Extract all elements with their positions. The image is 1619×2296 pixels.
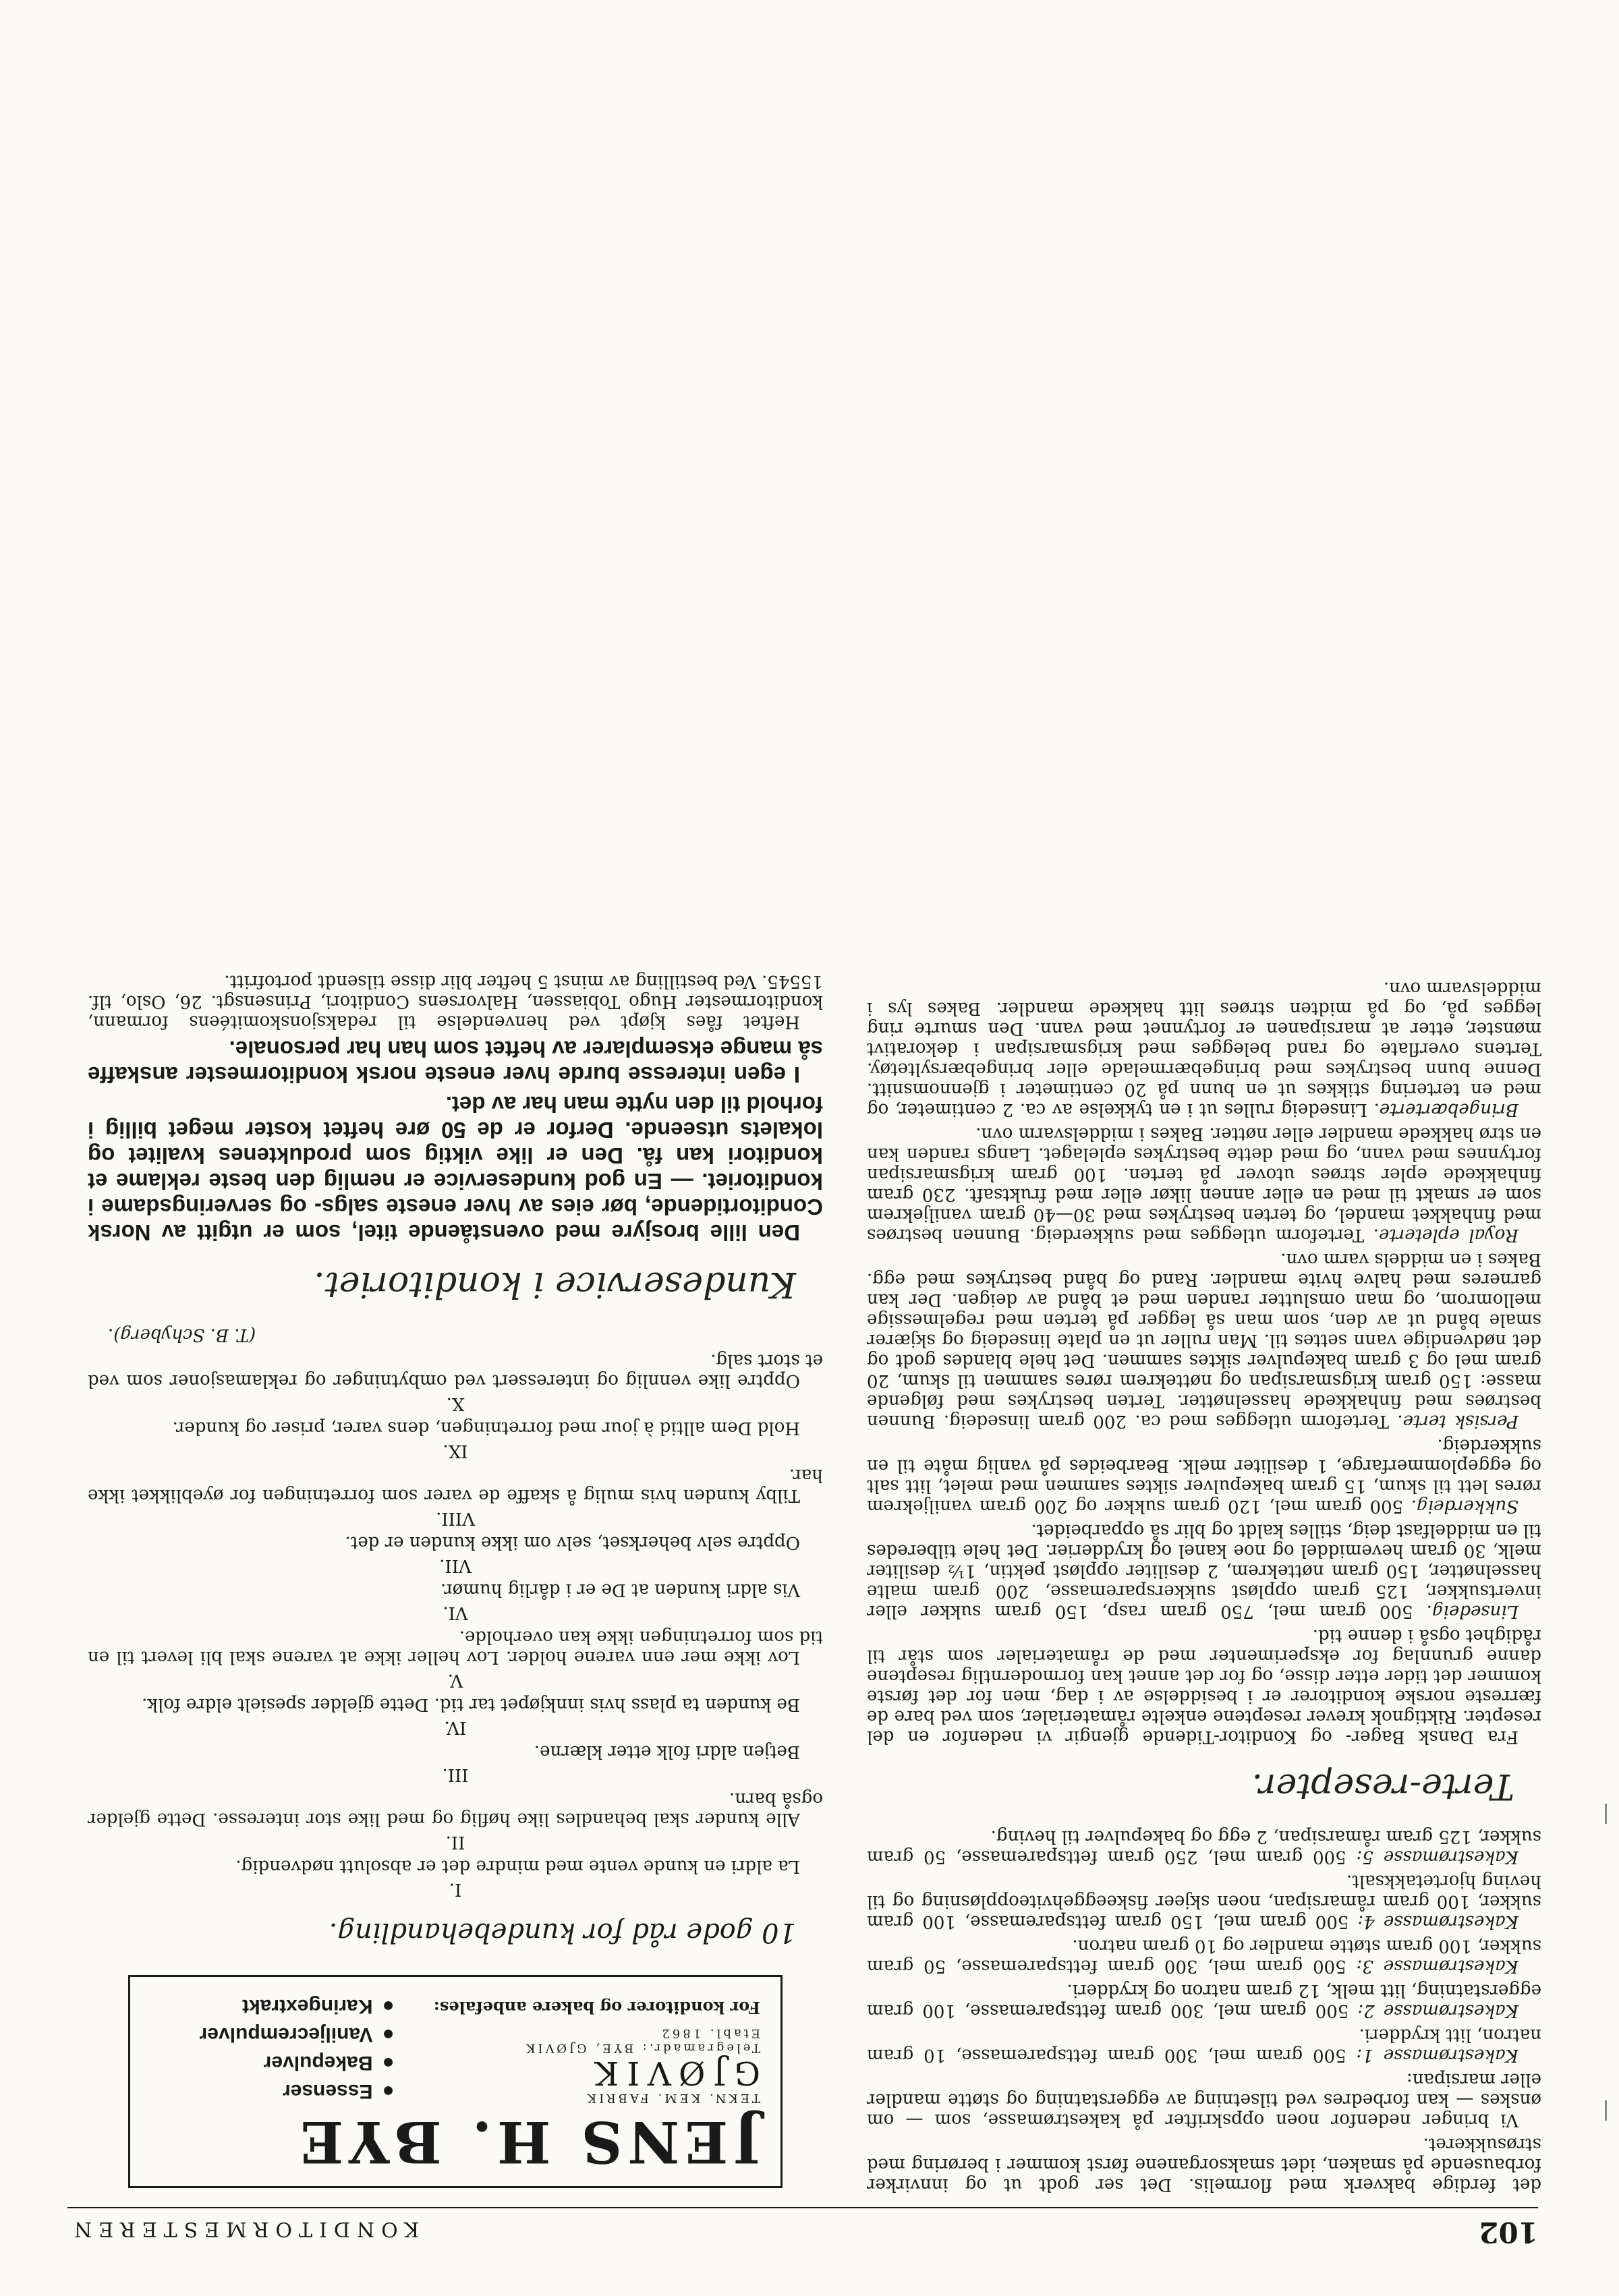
author-signature: (T. B. Schyberg). [108, 1325, 256, 1345]
rule-text: La aldri en kunde vente med mindre det er absolutt nødvendig. [235, 1856, 800, 1876]
recipe-text: 500 gram mel, 250 gram fettsparemasse, 50 gram sukker, 125 gram råmarsipan, 2 egg og bakepulver til heving. [866, 1827, 1541, 1867]
rule-text: Betjen aldri folk etter klærne. [534, 1742, 800, 1762]
recipe-name: Linsedeig. [1426, 1601, 1518, 1621]
rule-number: VI. [443, 1603, 468, 1623]
terte-intro: Fra Dansk Bager- og Konditor-Tidende gjengir vi nedenfor en del resepter. Riktignok krever reseptene enkelte råmaterialer, som ved bare de færreste norske konditorer er i besiddelse av i dag, men for det første kommer det tider etter disse, og for det annet kan formoderntlig reseptene danne grunnlag for eksperimenter med de råmaterialer som står til rådighet også i denne tid. [867, 1626, 1541, 1747]
recipe-text: Terteform utlegges med sukkerdeig. Bunnen bestrøes med finhakket mandel, og terten bestrykes med 30—40 gram vaniljekrem som er smakt til med en eller annen likør eller med fruktsaft. 230 gram finhakkede epler strøes utover på terten. 100 gram krigsmarsipan fortynnes med vann, og med dette bestrykes eplelaget. Langs randen kan en strø hakkede mandler eller nøtter. Bakes i middelsvarm ovn. [867, 1124, 1541, 1245]
intro-paragraph: Vi bringer nedenfor noen oppskrifter på kakestrømasse, som — om ønskes — kan forbedres ved tilsetning av eggerstatning og støtte mandler eller marsipan: [867, 2069, 1541, 2130]
ad-product-label: Essenser [283, 2080, 373, 2102]
recipe-paragraph [867, 1980, 1541, 2021]
recipe-name: Bringebærterte. [1373, 1099, 1518, 1120]
page-number: 102 [1479, 2216, 1538, 2249]
recipe-name: Persisk terte. [1397, 1411, 1518, 1431]
recipe-paragraph [867, 1827, 1541, 1867]
advertisement-box [128, 1975, 783, 2188]
recipe-text: 500 gram mel, 150 gram fettsparemasse, 100 gram sukker, 100 gram råmarsipan, noen skjeer fiskeeggehviteoppløsning og til heving hjortetakksalt. [867, 1871, 1541, 1932]
ad-for-heading: For konditorer og bakere anbefales: [433, 1998, 760, 2017]
bullet-icon: ● [382, 1995, 395, 2017]
recipe-name: Sukkerdeig. [1411, 1496, 1518, 1516]
recipe-text: Linsedeig rulles ut i en tykkelse av ca. 2 centimeter, og med en tertering stikkes ut en bunn på 20 centimeter i gjennomsnitt. Denne bunn bestrykes med bringebærmelade eller bringebærsyltetøy. Tertens overflate og rand belegges med krigsmarsipan i dekorativt mønster, etter at marsipanen er fortynnet med vann. Den smurte ring legges på, og på midten strøes litt hakkede mandler. Bakes lys i middelsvarm ovn. [867, 978, 1541, 1120]
rule-number: III. [442, 1764, 469, 1785]
rule-number: IX. [443, 1441, 468, 1461]
rule-text: Lov ikke mer enn varene holder. Lov heller ikke at varene skal bli levert til en tid som forretningen ikke kan overholde. [88, 1627, 823, 1667]
ad-product-item [150, 1992, 395, 2020]
ad-product-item [150, 2048, 395, 2077]
ad-product-label: Karingextrakt [242, 1995, 373, 2017]
service-heading: Kundeservice i konditoriet. [314, 1264, 796, 1304]
recipe-name: Kakestrømasse 3: [1356, 1956, 1518, 1976]
rule-text: Opptre like vennlig og interessert ved ombytninger og reklamasjoner som ved et stort salg. [88, 1350, 823, 1391]
rule-text: Vis aldri kunden at De er i dårlig humør. [440, 1580, 800, 1600]
ad-product-item [150, 2020, 395, 2048]
scan-mark [1605, 2100, 1607, 2121]
bullet-icon: ● [382, 2024, 395, 2046]
rule-number: I. [449, 1879, 462, 1899]
terte-recipe [867, 1249, 1541, 1431]
recipe-name: Royal epleterte. [1373, 1225, 1518, 1245]
rule-number: V. [447, 1670, 463, 1690]
scan-mark [1605, 1804, 1607, 1824]
bold-paragraph: I egen interesse burde hver eneste norsk konditormester anskaffe så mange eksemplarer av heftet som han har personale. [88, 1037, 823, 1087]
ad-product-list [150, 1992, 395, 2105]
recipe-paragraph [867, 2025, 1541, 2065]
terte-recipe [867, 1520, 1541, 1621]
recipe-text: 500 gram mel, 300 gram fettsparemasse, 50 gram sukker, 100 gram støtte mandler og 10 gram natron. [866, 1936, 1541, 1976]
rule-number: IV. [444, 1717, 467, 1738]
bullet-icon: ● [382, 2052, 395, 2074]
intro-paragraph: det ferdige bakverk med flormelis. Det ser godt ut og innvirker forbausende på smaken, idet smaksorganene først kommer i berøring med strøsukkeret. [867, 2134, 1541, 2195]
ad-body [150, 1992, 760, 2105]
ad-established: Etabl. 1862 [659, 2026, 760, 2040]
running-title: KONDITORMESTEREN [67, 2217, 420, 2241]
rule-text: Tilby kunden hvis mulig å skaffe de varer som forretningen for øyeblikket ikke har. [88, 1465, 823, 1505]
ad-city: GJØVIK [586, 2054, 760, 2092]
rule-number: X. [446, 1394, 465, 1414]
recipe-name: Kakestrømasse 1: [1356, 2045, 1518, 2065]
ad-left [407, 1992, 760, 2105]
right-column [88, 967, 823, 2195]
recipe-text: Terteform utlegges med ca. 200 gram linsedeig. Bunnen bestrøes med finhakkede hasselnøtter. Terten bestrykes med følgende masse: 150 gram krigsmarsipan og nøttekrem røres sammen til skum, 20 gram mel og 3 gram bakepulver siktes sammen. Det hele blandes godt og det nødvendige vann settes til. Man ruller ut en plate linsedeig og skjærer smale bånd ut av den, som man så legger på terten med regelmessige mellomrom, og man omslutter randen med et bånd av deigen. Der kan garneres med halve hvite mandler. Rand og bånd bestrykes med egg. Bakes i en middels varm ovn. [867, 1249, 1541, 1431]
rules-heading: 10 gode råd for kundebehandling. [329, 1917, 796, 1948]
rule-number: VII. [439, 1555, 472, 1576]
closing-paragraph: Heftet fåes kjøpt ved henvendelse til redaksjonskomitéens formann, konditormester Hugo Tobiassen, Halvorsens Conditori, Prinsensgt. 26, Oslo, tlf. 15545. Ved bestilling av minst 5 hefter blir disse tilsendt portofritt. [88, 971, 823, 1032]
ad-company-name: JENS H. BYE [295, 2108, 760, 2175]
rule-text: Alle kunder skal behandles like høflig og med like stor interesse. Dette gjelder også barn. [88, 1789, 823, 1829]
rule-text: Be kunden ta plass hvis innkjøpet tar tid. Dette gjelder spesielt eldre folk. [141, 1694, 800, 1715]
recipe-text: 500 gram mel, 120 gram sukker og 200 gram vaniljekrem røres lett til skum, 15 gram bakepulver siktes sammen med melet, litt salt og eggeplommerfarge, 1 desiliter melk. Bearbeides på vanlig måte til en sukkerdeig. [866, 1435, 1541, 1516]
ad-telegram: Telegramadr.: BYE, GJØVIK [523, 2041, 760, 2055]
recipe-paragraph [867, 1936, 1541, 1976]
rule-text: Opptre selv beherkset, selv om ikke kunden er det. [345, 1532, 800, 1553]
left-column [867, 974, 1541, 2195]
ad-product-label: Vaniljecrempulver [199, 2024, 373, 2046]
ad-product-label: Bakepulver [263, 2052, 373, 2074]
bullet-icon: ● [382, 2080, 395, 2102]
rule-number: VIII. [436, 1508, 475, 1528]
recipe-name: Kakestrømasse 4: [1357, 1912, 1518, 1932]
bold-paragraph: Den lille brosjyre med ovenstående titel, som er utgitt av Norsk Conditortidende, bør eies av hver eneste salgs- og serveringsdame i konditoriet. — En god kundeservice er nemlig den beste reklame et konditori kan få. Den er like viktig som produktenes kvalitet og lokalets utseende. Derfor er de 50 øre heftet koster meget billig i forhold til den nytte man har av det. [88, 1092, 823, 1245]
recipe-paragraph [867, 1871, 1541, 1932]
terte-heading: Terte-resepter. [1251, 1766, 1514, 1806]
recipe-name: Kakestrømasse 5: [1356, 1847, 1518, 1867]
recipe-text: 500 gram mel, 300 gram fettsparemasse, 10 gram natron, litt krydderi. [866, 2025, 1541, 2065]
page-header [67, 2207, 1538, 2249]
bold-article [88, 1036, 823, 1245]
rule-number: II. [445, 1832, 465, 1852]
terte-recipe [867, 1124, 1541, 1245]
rule-text: Hold Dem alltid à jour med forretningen, dens varer, priser og kunder. [172, 1418, 800, 1438]
ad-subtitle: TEKN. KEM. FABRIK [584, 2091, 760, 2105]
terte-recipe [867, 1435, 1541, 1516]
terte-recipe [867, 978, 1541, 1120]
recipe-text: 500 gram mel, 300 gram fettsparemasse, 100 gram eggerstatning, litt melk, 12 gram natron og krydderi. [867, 1980, 1541, 2021]
recipe-text: 500 gram mel, 750 gram rasp, 150 gram sukker eller invertsukker, 125 gram oppløst sukkersparemasse, 200 gram malte hasselnøtter, 150 gram nøttekrem, 2 desiliter oppløst pektin, 1½ desiliter melk, 30 gram hevemiddel og noe kanel og krydderier. Det hele tilberedes til en middelfast deig, stilles kaldt og blir så opparbeidet. [867, 1520, 1541, 1621]
ad-product-item [150, 2077, 395, 2105]
recipe-name: Kakestrømasse 2: [1357, 2001, 1518, 2021]
